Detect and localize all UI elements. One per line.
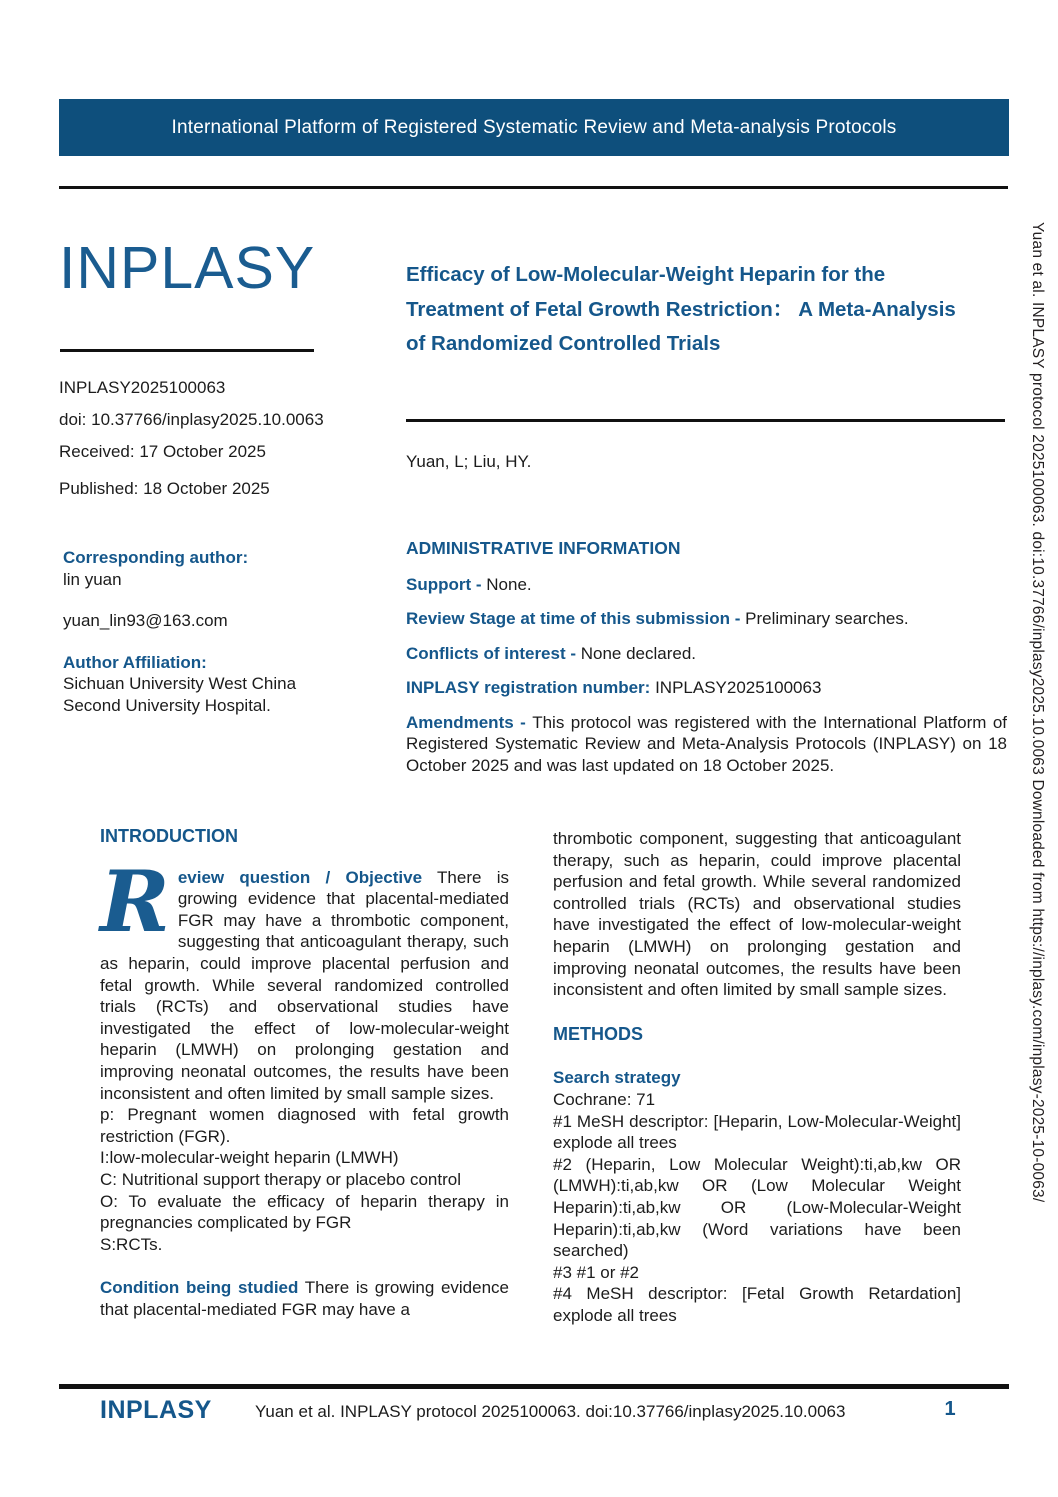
article-title: Efficacy of Low-Molecular-Weight Heparin for the Treatment of Fetal Growth Restriction： A Meta-Analysis of Randomized Controlled Trials [406, 263, 956, 355]
admin-item-value: INPLASY2025100063 [655, 678, 822, 697]
search-strategy-line: #1 MeSH descriptor: [Heparin, Low-Molecular-Weight] explode all trees [553, 1111, 961, 1153]
footer-divider [59, 1384, 1009, 1389]
pico-line: I:low-molecular-weight heparin (LMWH) [100, 1148, 399, 1168]
search-strategy-lines [553, 1089, 961, 1327]
pico-line: C: Nutritional support therapy or placebo control [100, 1169, 461, 1189]
admin-item [406, 712, 1007, 777]
search-strategy-line: Cochrane: 71 [553, 1089, 656, 1109]
picos-lines [100, 1104, 509, 1255]
affiliation-label: Author Affiliation: [63, 652, 207, 672]
administrative-information [406, 538, 1007, 789]
admin-item-label: INPLASY registration number: [406, 678, 656, 697]
inplasy-logo: INPLASY [59, 235, 316, 301]
introduction-column [100, 826, 509, 1320]
footer-citation: Yuan et al. INPLASY protocol 2025100063. doi:10.37766/inplasy2025.10.0063 [255, 1402, 846, 1421]
admin-item-label: Amendments - [406, 712, 533, 732]
methods-column [553, 828, 961, 1326]
search-strategy-heading: Search strategy [553, 1068, 681, 1088]
admin-item [406, 608, 1007, 630]
review-question-paragraph [100, 851, 510, 1105]
condition-paragraph [100, 1277, 509, 1320]
condition-text: There is growing evidence that placental-mediated FGR may have a [100, 1278, 510, 1319]
corresponding-author-label: Corresponding author: [63, 548, 249, 567]
admin-item-label: Review Stage at time of this submission - [406, 609, 746, 628]
logo-divider [60, 349, 314, 352]
footer-logo: INPLASY [100, 1396, 212, 1424]
corresponding-author-name: lin yuan [63, 569, 122, 589]
admin-items [406, 574, 1007, 777]
pico-line: O: To evaluate the efficacy of heparin therapy in pregnancies complicated by FGR [100, 1191, 509, 1233]
continuation-paragraph: thrombotic component, suggesting that anticoagulant therapy, such as heparin, could improve placental perfusion and fetal growth. While several randomized controlled trials (RCTs) and observational studies have investigated the effect of low-molecular-weight heparin (LMWH) on prolonging gestation and improving neonatal outcomes, the results have been inconsistent and often limited by small sample sizes. [553, 829, 961, 1000]
spacer [63, 632, 353, 652]
pico-line: p: Pregnant women diagnosed with fetal growth restriction (FGR). [100, 1105, 509, 1146]
platform-banner [59, 99, 1009, 156]
corresponding-author-email: yuan_lin93@163.com [63, 611, 228, 630]
platform-banner-text: International Platform of Registered Systematic Review and Meta-analysis Protocols [171, 116, 897, 138]
corresponding-author-block [63, 547, 353, 716]
admin-item [406, 677, 1007, 699]
published-date: Published: 18 October 2025 [59, 479, 270, 498]
review-question-label: eview question / Objective [177, 867, 423, 887]
admin-heading: ADMINISTRATIVE INFORMATION [406, 538, 681, 558]
author-list: Yuan, L; Liu, HY. [406, 452, 532, 471]
doi-line: doi: 10.37766/inplasy2025.10.0063 [59, 410, 324, 429]
registration-id: INPLASY2025100063 [59, 378, 226, 397]
search-strategy-line: #3 #1 or #2 [553, 1262, 640, 1282]
masthead-meta [59, 372, 389, 505]
spacer [63, 590, 353, 610]
methods-heading: METHODS [553, 1023, 643, 1044]
pico-line: S:RCTs. [100, 1234, 163, 1254]
condition-label: Condition being studied [100, 1278, 299, 1298]
admin-item-value: This protocol was registered with the International Platform of Registered Systematic Review and Meta-Analysis Protocols (INPLASY) on 18 October 2025 and was last updated on 18 October 2025. [406, 712, 1008, 775]
admin-item-label: Conflicts of interest - [406, 643, 581, 663]
title-divider [406, 419, 1005, 422]
sidebar-citation-vertical: Yuan et al. INPLASY protocol 2025100063. doi:10.37766/inplasy2025.10.0063 Downloaded from https://inplasy.com/inplasy-2025-10-0063/ [1029, 222, 1046, 1203]
received-date: Received: 17 October 2025 [59, 442, 266, 461]
admin-item [406, 643, 1007, 665]
header-divider [59, 186, 1008, 189]
search-strategy-line: #2 (Heparin, Low Molecular Weight):ti,ab,kw OR (LMWH):ti,ab,kw OR (Low Molecular Weight Heparin):ti,ab,kw OR (Low-Molecular-Weight Heparin):ti,ab,kw (Word variations have been searched) [553, 1154, 961, 1261]
admin-item [406, 574, 1007, 596]
admin-item-value: None. [486, 574, 532, 594]
admin-item-value: None declared. [580, 643, 697, 663]
affiliation-text: Sichuan University West China Second University Hospital. [63, 674, 297, 715]
page-number: 1 [944, 1398, 956, 1420]
dropcap-r: R [100, 851, 170, 951]
search-strategy-line: #4 MeSH descriptor: [Fetal Growth Retardation] explode all trees [553, 1284, 961, 1325]
review-question-text: There is growing evidence that placental-mediated FGR may have a thrombotic component, suggesting that anticoagulant therapy, such as heparin, could improve placental perfusion and fetal growth. While several randomized controlled trials (RCTs) and observational studies have investigated the effect of low-molecular-weight heparin (LMWH) on prolonging gestation and improving neonatal outcomes, the results have been inconsistent and often limited by small sample sizes. [100, 867, 510, 1103]
admin-item-label: Support - [406, 574, 487, 594]
admin-item-value: Preliminary searches. [745, 609, 909, 628]
introduction-heading: INTRODUCTION [100, 826, 238, 846]
